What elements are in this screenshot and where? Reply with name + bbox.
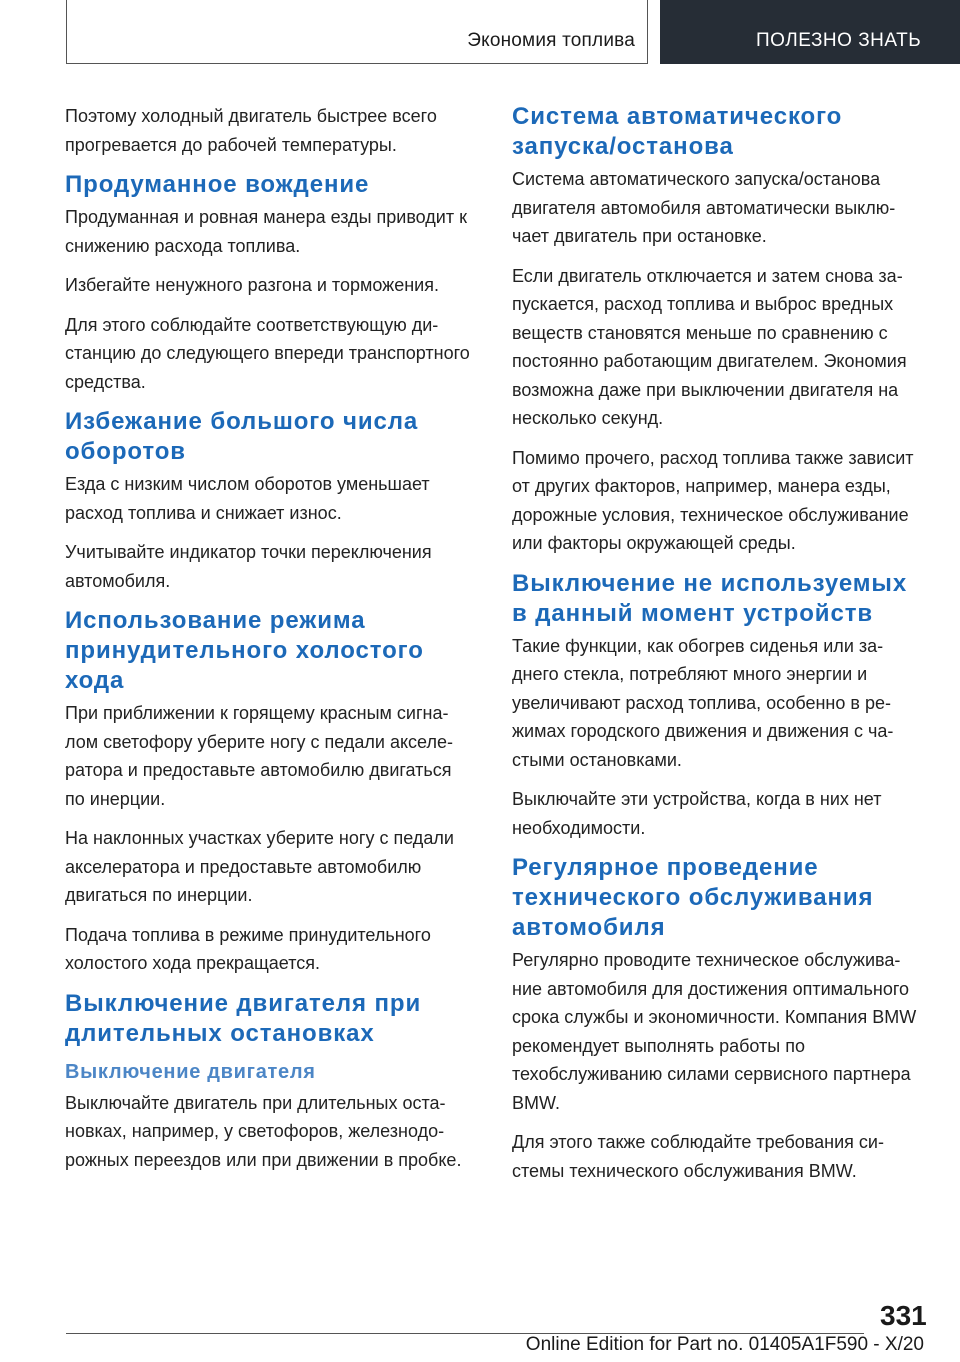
page-number: 331	[880, 1300, 927, 1331]
edition-footer: Online Edition for Part no. 01405A1F590 - X/20	[525, 1334, 924, 1355]
section-heading: Выключение не используемых в данный момент устройств	[512, 569, 908, 627]
page-header	[0, 0, 960, 66]
paragraph: Такие функции, как обогрев сиденья или заднего стекла, потребляют много энергии и увеличивают расход топлива, особенно в режимах городского движения и движения с частыми остановками.	[512, 635, 894, 770]
chapter-title: ПОЛЕЗНО ЗНАТЬ	[756, 30, 922, 51]
chapter-tab	[660, 0, 960, 64]
paragraph: Езда с низким числом оборотов уменьшает расход топлива и снижает износ.	[65, 474, 430, 523]
paragraph: При приближении к горящему красным сигналом светофору уберите ногу с педали акселератора и предоставьте автомобилю двигаться по инерции.	[65, 703, 453, 809]
section-heading: Система автоматического запуска/останова	[512, 103, 843, 160]
paragraph: Регулярно проводите техническое обслуживание автомобиля для достижения оптимального срока службы и экономичности. Компания BMW рекомендует выполнять работы по техобслуживанию силами сервисного партнера BMW.	[512, 950, 917, 1113]
section-heading: Регулярное проведение технического обслуживания автомобиля	[512, 854, 874, 941]
paragraph: Продуманная и ровная манера езды приводит к снижению расхода топлива.	[65, 207, 467, 256]
paragraph: Учитывайте индикатор точки переключения автомобиля.	[65, 542, 432, 591]
section-tab	[66, 0, 648, 64]
left-column	[65, 102, 475, 1185]
section-heading: Продуманное вождение	[65, 171, 370, 198]
paragraph: Подача топлива в режиме принудительного холостого хода прекращается.	[65, 924, 431, 973]
paragraph: Для этого также соблюдайте требования системы технического обслуживания BMW.	[512, 1132, 884, 1181]
paragraph: Выключайте эти устройства, когда в них нет необходимости.	[512, 789, 882, 838]
section-heading: Выключение двигателя при длительных остановках	[65, 989, 422, 1047]
paragraph: Избегайте ненужного разгона и торможения.	[65, 275, 439, 295]
section-heading: Использование режима принудительного холостого хода	[65, 607, 424, 694]
subsection-heading: Выключение двигателя	[65, 1060, 316, 1083]
paragraph: Для этого соблюдайте соответствующую дистанцию до следующего впереди транспортного средства.	[65, 314, 470, 392]
paragraph: Если двигатель отключается и затем снова запускается, расход топлива и выброс вредных веществ становятся меньше по сравнению с постоянно работающим двигателем. Экономия возможна даже при выключении двигателя на несколько секунд.	[512, 265, 907, 428]
paragraph: Система автоматического запуска/останова двигателя автомобиля автоматически выключает двигатель при остановке.	[512, 169, 896, 246]
paragraph: Помимо прочего, расход топлива также зависит от других факторов, например, манера езды, дорожные условия, техническое обслуживание или факторы окружающей среды.	[512, 447, 914, 553]
paragraph: Поэтому холодный двигатель быстрее всего прогревается до рабочей температуры.	[65, 106, 437, 155]
section-heading: Избежание большого числа оборотов	[65, 408, 419, 465]
paragraph: На наклонных участках уберите ногу с педали акселератора и предоставьте автомобилю двигаться по инерции.	[65, 828, 454, 905]
paragraph: Выключайте двигатель при длительных остановках, например, у светофоров, железнодорожных переездов или при движении в пробке.	[65, 1092, 462, 1170]
right-column	[512, 102, 922, 1196]
section-title: Экономия топлива	[467, 30, 635, 51]
